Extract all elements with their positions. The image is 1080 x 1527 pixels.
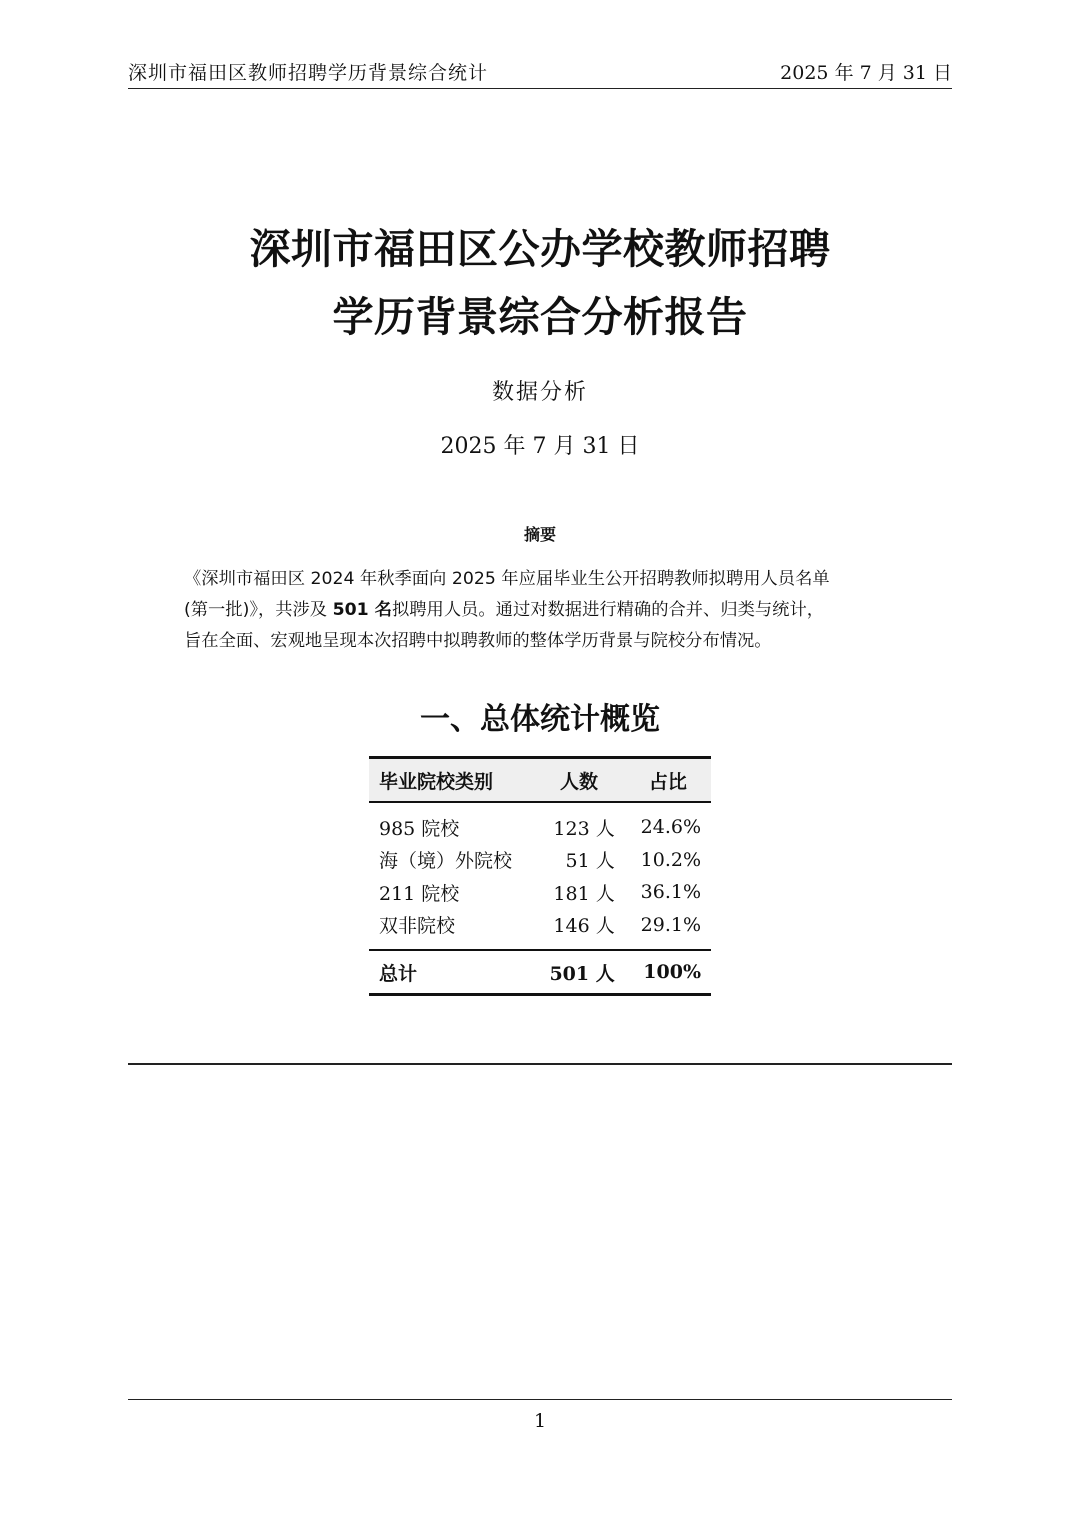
cell-share: 10.2% xyxy=(640,848,701,871)
abstract-heading: 摘要 xyxy=(523,525,556,544)
header-title: 深圳市福田区教师招聘学历背景综合统计 xyxy=(128,62,489,84)
table-header-share: 占比 xyxy=(648,770,687,793)
abstract-line-2 xyxy=(184,595,904,626)
table-total-row xyxy=(369,950,711,995)
table-header-count: 人数 xyxy=(559,770,598,793)
total-count: 501 人 xyxy=(549,962,615,985)
author: 数据分析 xyxy=(491,380,588,405)
abstract-line-3: 旨在全面、宏观地呈现本次招聘中拟聘教师的整体学历背景与院校分布情况。 xyxy=(184,631,772,651)
section-divider xyxy=(128,1063,952,1065)
abstract-count-bold: 501 名 xyxy=(332,600,392,620)
cell-category: 海（境）外院校 xyxy=(379,850,513,873)
cell-count: 146 人 xyxy=(553,915,615,938)
table-row xyxy=(369,802,711,844)
abstract-line-2-pre: (第一批)》，共涉及 xyxy=(184,600,333,620)
cell-share: 36.1% xyxy=(640,881,701,904)
table-header-category: 毕业院校类别 xyxy=(379,770,494,793)
document-title-line-1: 深圳市福田区公办学校教师招聘 xyxy=(249,225,831,273)
cell-share: 29.1% xyxy=(640,913,701,936)
table-row xyxy=(369,876,711,909)
cell-category: 211 院校 xyxy=(379,882,460,905)
page-number: 1 xyxy=(533,1410,547,1432)
cell-category: 双非院校 xyxy=(379,915,456,938)
document-title-line-2: 学历背景综合分析报告 xyxy=(332,293,748,341)
table-header-row xyxy=(369,758,711,803)
header-date: 2025 年 7 月 31 日 xyxy=(780,62,952,84)
table-row xyxy=(369,909,711,951)
abstract-line-1: 《深圳市福田区 2024 年秋季面向 2025 年应届毕业生公开招聘教师拟聘用人员名单 xyxy=(184,569,830,589)
stats-table xyxy=(369,756,711,996)
footer-divider xyxy=(128,1399,952,1400)
abstract-body xyxy=(184,564,904,657)
abstract-line-2-post: 拟聘用人员。通过对数据进行精确的合并、归类与统计， xyxy=(391,600,825,620)
cell-share: 24.6% xyxy=(640,816,701,839)
total-share: 100% xyxy=(643,961,701,983)
cell-count: 123 人 xyxy=(553,817,615,840)
cell-category: 985 院校 xyxy=(379,817,460,840)
table-row xyxy=(369,844,711,877)
section-title-overview: 一、总体统计概览 xyxy=(420,702,660,737)
cell-count: 181 人 xyxy=(553,882,615,905)
total-category: 总计 xyxy=(379,962,418,985)
cell-count: 51 人 xyxy=(565,850,615,873)
running-header xyxy=(128,60,952,89)
document-date: 2025 年 7 月 31 日 xyxy=(440,434,640,459)
